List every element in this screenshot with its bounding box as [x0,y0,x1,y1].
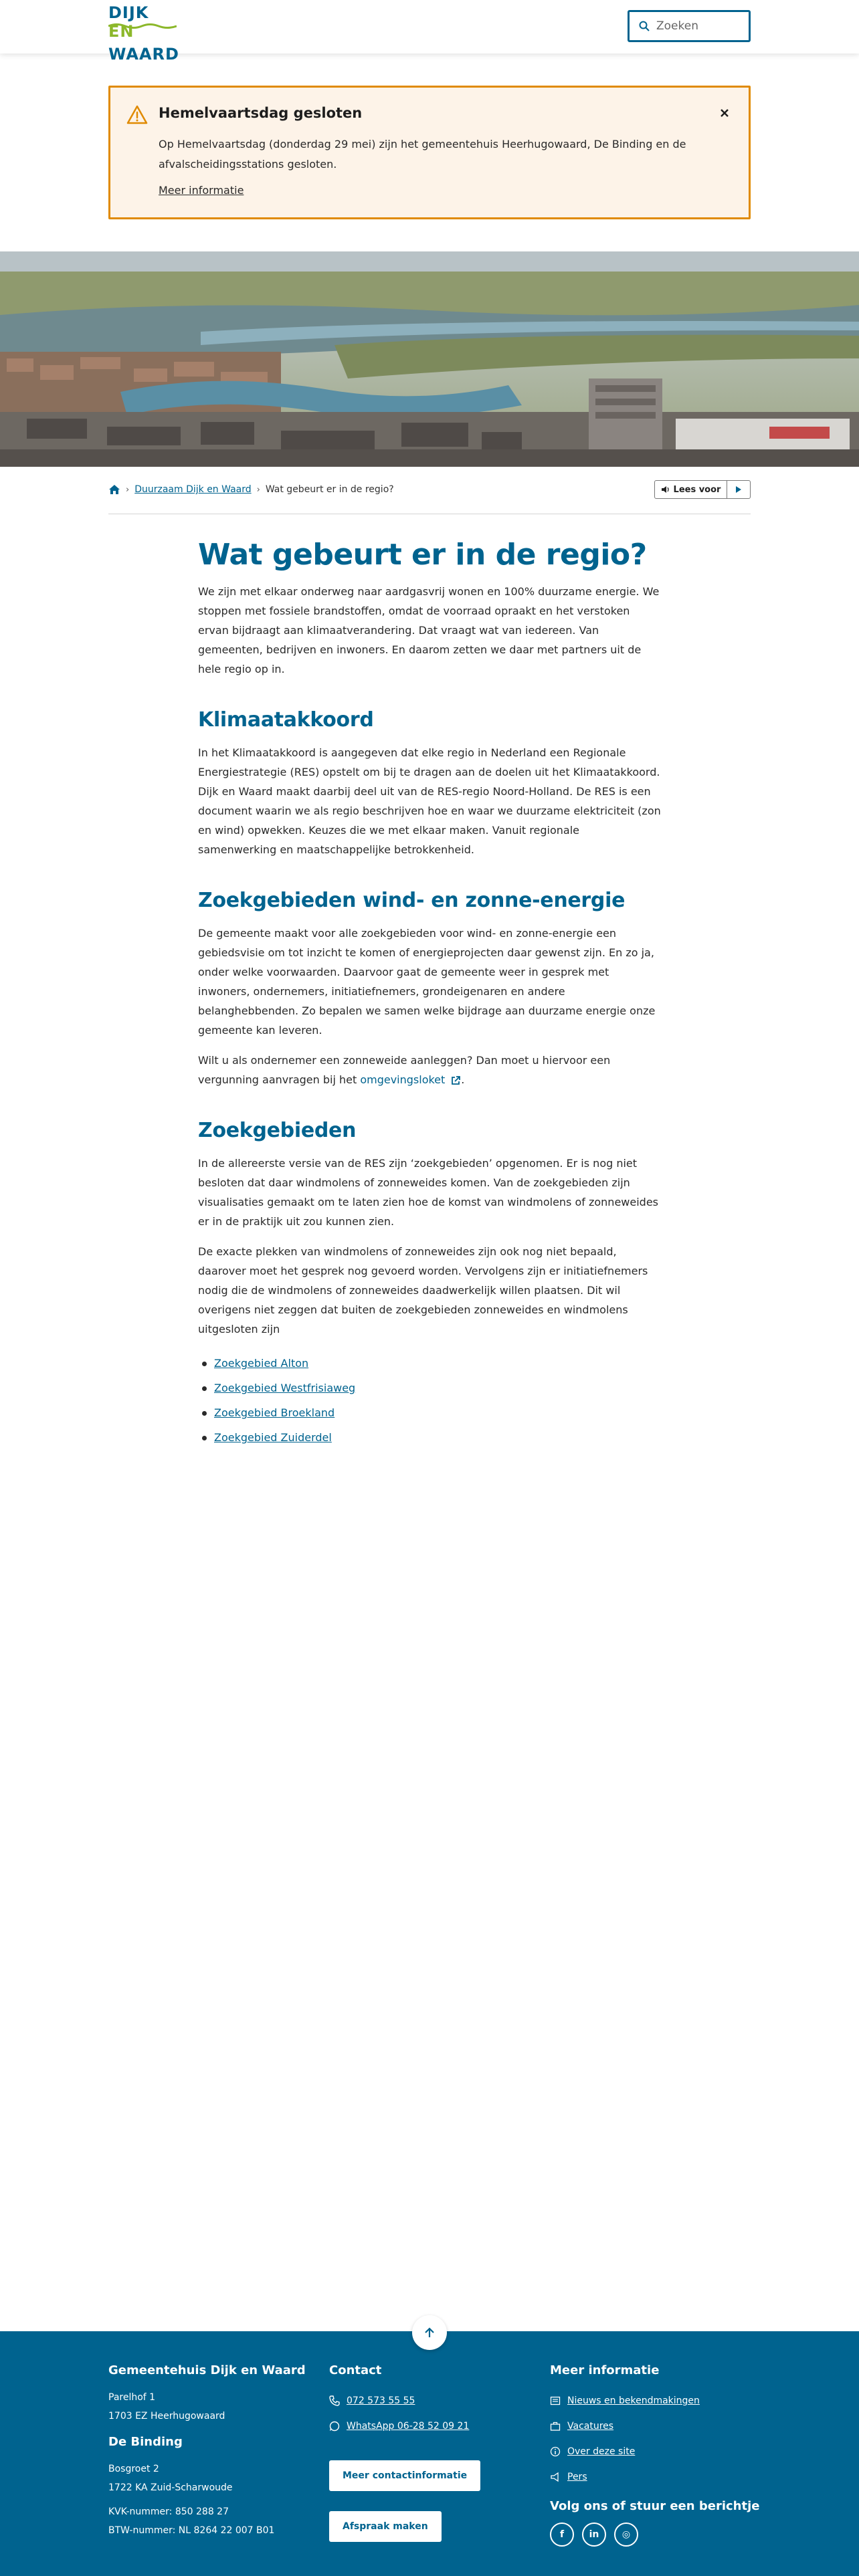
intro-paragraph: We zijn met elkaar onderweg naar aardgasvrij wonen en 100% duurzame energie. We stoppen met fossiele brandstoffen, omdat de voorraad opraakt en het verstoken ervan bijdraagt aan klimaatverandering. Dat vraagt wat van iedereen. Van gemeenten, bedrijven en inwoners. En daarom zetten we daar met partners uit de hele regio op in. [198,585,660,675]
zoekgebieden-paragraph-2: De exacte plekken van windmolens of zonneweides zijn ook nog niet bepaald, daarover moet het gesprek nog gevoerd worden. Vervolgens zijn er initiatiefnemers nodig die de windmolens of zonneweides daadwerkelijk willen plaatsen. Dit wil overigens niet zeggen dat buiten de zoekgebieden zonneweides en windmolens uitgesloten zijn [198,1245,648,1335]
footer-title-binding: De Binding [108,2435,183,2449]
footer-link-item [550,2413,759,2439]
info-icon [550,2446,561,2457]
notice-text: Op Hemelvaartsdag (donderdag 29 mei) zijn het gemeentehuis Heerhugowaard, De Binding en de afvalscheidingsstations gesloten. [159,138,686,171]
read-aloud-label: Lees voor [673,484,721,495]
more-contact-button[interactable]: Meer contactinformatie [329,2460,480,2491]
megaphone-icon [550,2472,561,2482]
vacancies-link[interactable]: Vacatures [567,2421,614,2432]
article [198,535,661,1453]
warning-icon [126,105,148,125]
notice-banner [108,86,751,219]
read-aloud-widget [654,480,751,499]
address-line: Parelhof 1 [108,2392,156,2403]
footer-contact-column [329,2363,480,2542]
instagram-icon[interactable]: ◎ [614,2523,638,2547]
whatsapp-link[interactable]: WhatsApp 06-28 52 09 21 [347,2421,470,2432]
linkedin-icon[interactable]: in [582,2523,606,2547]
about-site-link[interactable]: Over deze site [567,2446,636,2457]
section-title-zoekgebieden: Zoekgebieden [198,1119,357,1142]
zoekgebieden-wind-zon-paragraph: De gemeente maakt voor alle zoekgebieden voor wind- en zonne-energie een gebiedsvisie om tot inzicht te komen of energieprojecten daar gewenst zijn. En zo ja, onder welke voorwaarden. Daarvoor gaat de gemeente weer in gesprek met inwoners, ondernemers, initiatiefnemers, grondeigenaren en andere belanghebbenden. Zo bepalen we samen welke bijdrage aan duurzame energie onze gemeente kan leveren. [198,927,656,1037]
footer-link-item [550,2464,759,2490]
play-icon [735,486,742,494]
external-link-icon [450,1075,461,1086]
footer-link-item [550,2439,759,2464]
news-link[interactable]: Nieuws en bekendmakingen [567,2395,700,2406]
footer-title-info: Meer informatie [550,2363,660,2377]
zonneweide-text: Wilt u als ondernemer een zonneweide aanleggen? Dan moet u hiervoor een vergunning aanvragen bij het [198,1054,611,1086]
footer-title-contact: Contact [329,2363,382,2377]
read-aloud-button[interactable] [655,481,727,498]
hero-image [0,251,859,467]
zoekgebied-zuiderdel-link[interactable]: Zoekgebied Zuiderdel [214,1431,332,1444]
logo-wave-icon [108,23,177,29]
notice-more-link[interactable]: Meer informatie [159,184,244,197]
logo-text-dijk: DIJK [108,3,149,22]
breadcrumb-current: Wat gebeurt er in de regio? [265,484,394,495]
zoekgebied-alton-link[interactable]: Zoekgebied Alton [214,1357,309,1370]
footer-address-column [108,2363,306,2540]
omgevingsloket-link[interactable]: omgevingsloket [360,1073,446,1086]
list-item [198,1428,661,1447]
briefcase-icon [550,2421,561,2432]
phone-item [329,2388,480,2413]
kvk-number: KVK-nummer: 850 288 27 [108,2506,229,2517]
list-item [198,1354,661,1373]
arrow-up-icon [423,2327,436,2339]
logo-text-waard: WAARD [108,45,179,64]
address-line: 1722 KA Zuid-Scharwoude [108,2482,233,2493]
address-line: 1703 EZ Heerhugowaard [108,2411,225,2422]
footer-info-column [550,2363,759,2547]
chevron-right-icon: › [256,484,260,495]
speaker-icon [661,486,670,494]
facebook-icon[interactable]: f [550,2523,574,2547]
page-title: Wat gebeurt er in de regio? [198,538,647,572]
zoekgebied-list [198,1354,661,1447]
search-icon [639,21,650,31]
chevron-right-icon: › [126,484,130,495]
footer-title-social: Volg ons of stuur een berichtje [550,2499,760,2513]
logo[interactable] [108,3,179,64]
search-input[interactable] [656,19,743,33]
zonneweide-paragraph [198,1051,661,1089]
zoekgebied-westfrisiaweg-link[interactable]: Zoekgebied Westfrisiaweg [214,1382,356,1394]
logo-text-en: EN [108,22,134,41]
zonneweide-text-end: . [461,1073,465,1086]
breadcrumb-parent-link[interactable]: Duurzaam Dijk en Waard [134,484,252,495]
btw-number: BTW-nummer: NL 8264 22 007 B01 [108,2525,275,2536]
section-title-klimaatakkoord: Klimaatakkoord [198,708,374,732]
phone-icon [329,2395,340,2406]
klimaatakkoord-paragraph: In het Klimaatakkoord is aangegeven dat elke regio in Nederland een Regionale Energiestrategie (RES) opstelt om bij te dragen aan de doelen uit het Klimaatakkoord. Dijk en Waard maakt daarbij deel uit van de RES-regio Noord-Holland. De RES is een document waarin we als regio beschrijven hoe en waar we duurzame elektriciteit (zon en wind) opwekken. Keuzes die we met elkaar maken. Vanuit regionale samenwerking en maatschappelijke betrokkenheid. [198,746,661,856]
footer-title-gemeentehuis: Gemeentehuis Dijk en Waard [108,2363,306,2377]
search-box[interactable] [628,10,751,42]
appointment-button[interactable]: Afspraak maken [329,2511,442,2542]
notice-title: Hemelvaartsdag gesloten [159,105,363,121]
social-links [550,2523,759,2547]
whatsapp-icon [329,2421,340,2432]
list-item [198,1378,661,1398]
whatsapp-item [329,2413,480,2439]
play-button[interactable] [727,481,750,498]
press-link[interactable]: Pers [567,2472,587,2482]
footer-link-item [550,2388,759,2413]
breadcrumb [108,481,394,498]
section-title-zoekgebieden-wind-zon: Zoekgebieden wind- en zonne-energie [198,889,626,912]
back-to-top-button[interactable] [412,2315,447,2350]
list-item [198,1403,661,1422]
address-line: Bosgroet 2 [108,2464,159,2474]
newspaper-icon [550,2395,561,2406]
zoekgebieden-paragraph-1: In de allereerste versie van de RES zijn ‘zoekgebieden’ opgenomen. Er is nog niet besloten dat daar windmolens of zonneweides komen. Van de zoekgebieden zijn visualisaties gemaakt om te laten zien hoe de komst van windmolens of zonneweides er in de praktijk uit zou kunnen zien. [198,1157,658,1228]
phone-link[interactable]: 072 573 55 55 [347,2395,415,2406]
site-header [0,0,859,64]
home-icon[interactable] [108,484,120,495]
zoekgebied-broekland-link[interactable]: Zoekgebied Broekland [214,1406,335,1419]
site-footer [0,2331,859,2576]
close-icon[interactable] [718,106,731,120]
